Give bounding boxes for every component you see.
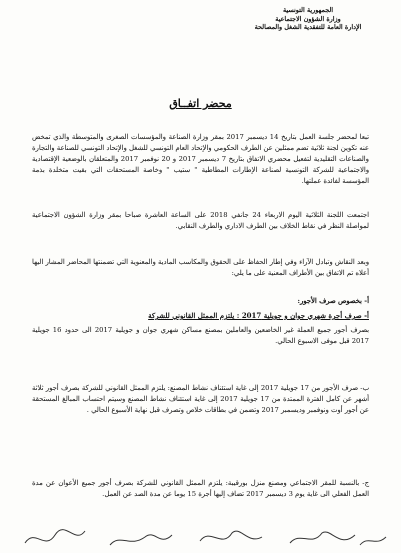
signatures (0, 523, 401, 553)
discussion-paragraph: وبعد النقاش وتبادل الآراء وفي إطار الحفاظ على الحقوق والمكاسب المادية والمعنوية التي تضمنتها المحاضر المشار اليها أعلاه تم الاتفاق بين الأطراف المعنية على ما يلي: (32, 258, 369, 277)
signature-scribbles (0, 523, 401, 553)
header-republic: الجمهورية التونسية (282, 6, 334, 14)
item-b-text: ب- صرف الأجور من 17 جويلية 2017 إلى غاية استئناف نشاط المصنع: يلتزم الممثل القانوني للشركة بصرف أجور ثلاثة أشهر عن كامل الفترة الممتدة من 17 جويلية 2017 إلى غاية استئناف نشاط المصنع وسيتم احتساب المبالغ المستحقة عن أجور أوت ونوفمبر وديسمبر 2017 وتضمن في بطاقات خلاص وتصرف قبل نهاية الأسبوع الحالي . (32, 384, 370, 414)
header-directorate: الإدارة العامة للتفقدية الشغل والمصالحة (254, 23, 362, 32)
intro-paragraph: تبعا لمحضر جلسة العمل بتاريخ 14 ديسمبر 2017 بمقر وزارة الصناعة والمؤسسات الصغرى والمتوسطة والذي تمخض عنه تكوين لجنة ثلاثية تضم ممثلين عن الطرف الحكومي والإتحاد العام التونسي للشغل والإتحاد التونسي للصناعة والتجارة والصناعات التقليدية لتفعيل محضري الاتفاق بتاريخ 7 ديسمبر 2017 و 20 نوفمبر 2017 والمتعلقان بالوضعية الإقتصادية والاجتماعية للشركة التونسية لصناعة الإطارات المطاطية " ستيب " وخاصة المستحقات التي بقيت متخلدة بذمة المؤسسة لفائدة عملتها. (32, 133, 369, 185)
item-a-heading: أ- صرف أجرة شهري جوان و جويلية 2017 : يلتزم الممثل القانوني للشركة (148, 311, 369, 320)
section-heading-wages: أ- بخصوص صرف الأجور: (297, 297, 369, 305)
header-ministry: وزارة الشؤون الاجتماعية (275, 14, 341, 23)
item-c-text: ج- بالنسبة للمقر الاجتماعي ومصنع منزل بورقيبة: يلتزم الممثل القانوني للشركة بصرف أجور جميع الأعوان عن مدة العمل الفعلي الى غاية يوم 3 ديسمبر 2017 تضاف إليها أجرة 15 يوما عن مدة الصد عن العمل. (32, 479, 369, 498)
letterhead (233, 6, 383, 32)
document-title: محضر اتفــاق (169, 97, 232, 110)
meeting-paragraph: اجتمعت اللجنة الثلاثية اليوم الاربعاء 24 جانفي 2018 على الساعة العاشرة صباحا بمقر وزارة الشؤون الاجتماعية لمواصلة النظر في نقاط الخلاف بين الطرف الاداري والطرف النقابي. (32, 211, 369, 230)
item-a-text: بصرف أجور جميع العملة غير الخاضعين والعاملين بمصنع مساكن شهري جوان و جويلية 2017 الى حدود 16 جويلية 2017 قبل موفى الاسبوع الحالي. (32, 326, 369, 345)
